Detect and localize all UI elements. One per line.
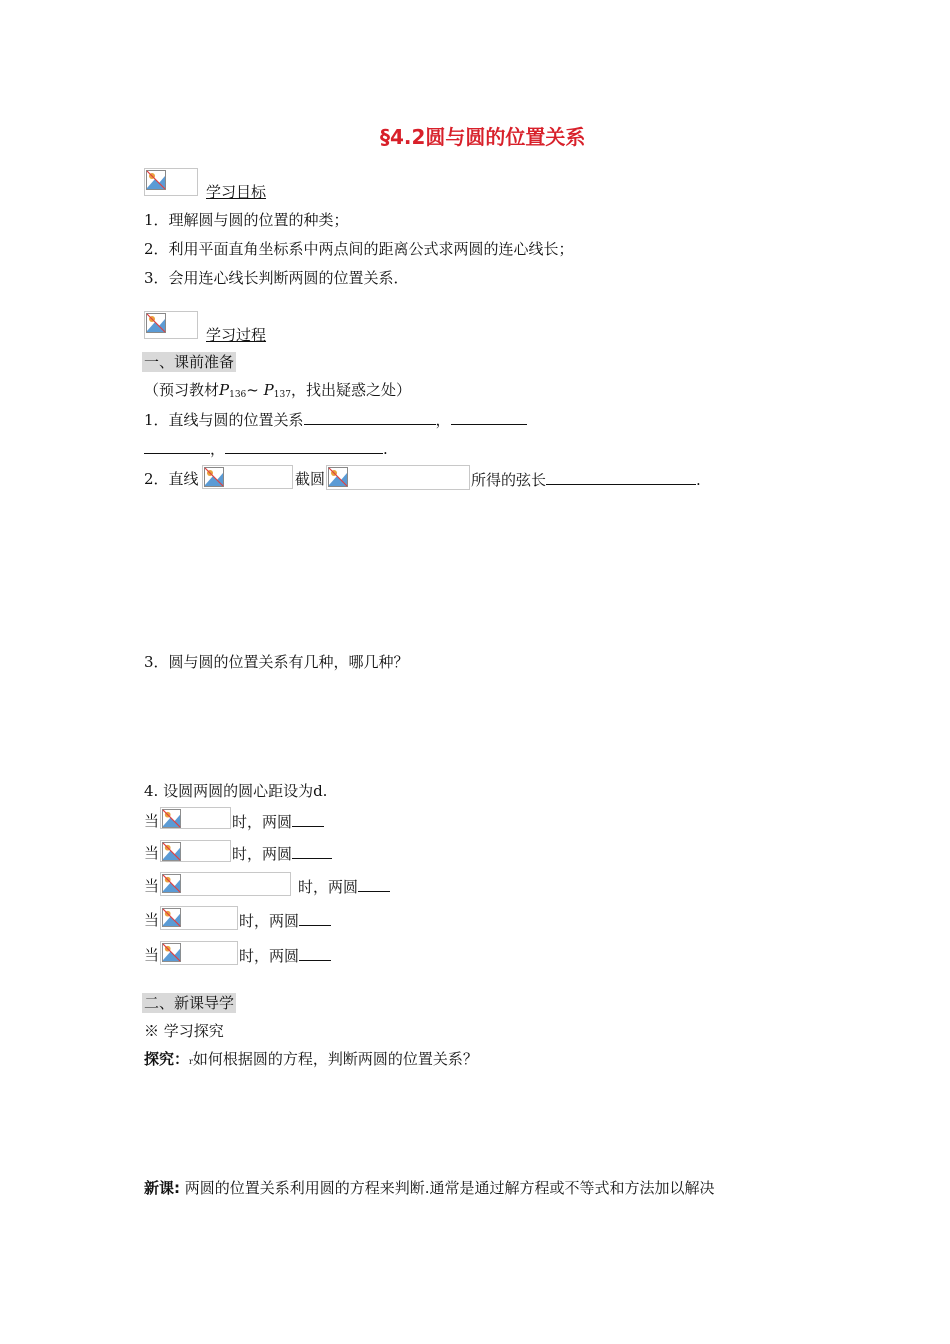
section-heading: 二、新课导学 [144, 994, 235, 1012]
preview-note: （预习教材$P_{136}\sim$ $P_{137}$，找出疑惑之处） [144, 381, 411, 400]
goal-item: 1．理解圆与圆的位置的种类； [144, 211, 349, 229]
formula-image-icon [160, 906, 238, 930]
broken-image-icon [144, 168, 198, 196]
when-label: 当 [144, 877, 160, 895]
answer-blank[interactable] [292, 843, 332, 859]
answer-blank[interactable] [292, 811, 324, 827]
answer-blank[interactable] [358, 876, 390, 892]
when-label: 当 [144, 844, 160, 862]
answer-blank[interactable] [225, 438, 383, 454]
question-2-cut: 截圆 [295, 470, 326, 488]
when-label: 当 [144, 946, 160, 964]
question-3: 3．圆与圆的位置关系有几种，哪几种？ [144, 653, 409, 671]
broken-image-icon [144, 311, 198, 339]
answer-blank[interactable] [304, 409, 436, 425]
page-title: §4.2圆与圆的位置关系 [380, 125, 586, 149]
relation-row: 时，两圆 [239, 910, 331, 931]
when-label: 当 [144, 812, 160, 830]
question-2-tail: 所得的弦长 . [471, 471, 701, 489]
question-4: 4. 设圆两圆的圆心距设为d. [144, 782, 328, 800]
answer-blank[interactable] [546, 469, 696, 485]
explore-heading: ※ 学习探究 [144, 1022, 224, 1040]
formula-image-icon [160, 840, 231, 862]
formula-image-icon [160, 872, 291, 896]
formula-image-icon [160, 941, 238, 965]
relation-row: 时，两圆 [298, 876, 390, 897]
when-label: 当 [144, 911, 160, 929]
relation-row: 时，两圆 [239, 945, 331, 966]
formula-image-icon [160, 807, 231, 829]
new-lesson: 新课: 两圆的位置关系利用圆的方程来判断.通常是通过解方程或不等式和方法加以解决 [144, 1179, 715, 1197]
answer-blank[interactable] [451, 409, 527, 425]
formula-image-icon [326, 465, 470, 490]
question-1-cont: ， . [144, 438, 388, 459]
relation-row: 时，两圆 [232, 811, 324, 832]
question-2-label: 2．直线 [144, 470, 199, 488]
goal-item: 3．会用连心线长判断两圆的位置关系． [144, 269, 409, 287]
explore-question: 探究：r如何根据圆的方程，判断两圆的位置关系？ [144, 1050, 478, 1068]
answer-blank[interactable] [144, 438, 210, 454]
goals-heading: 学习目标 [206, 183, 267, 201]
question-1: 1．直线与圆的位置关系 ， [144, 409, 527, 430]
section-heading: 一、课前准备 [144, 353, 235, 371]
answer-blank[interactable] [299, 945, 331, 961]
answer-blank[interactable] [299, 910, 331, 926]
relation-row: 时，两圆 [232, 843, 332, 864]
formula-image-icon [202, 465, 293, 489]
goal-item: 2．利用平面直角坐标系中两点间的距离公式求两圆的连心线长； [144, 240, 574, 258]
process-heading: 学习过程 [206, 326, 267, 344]
